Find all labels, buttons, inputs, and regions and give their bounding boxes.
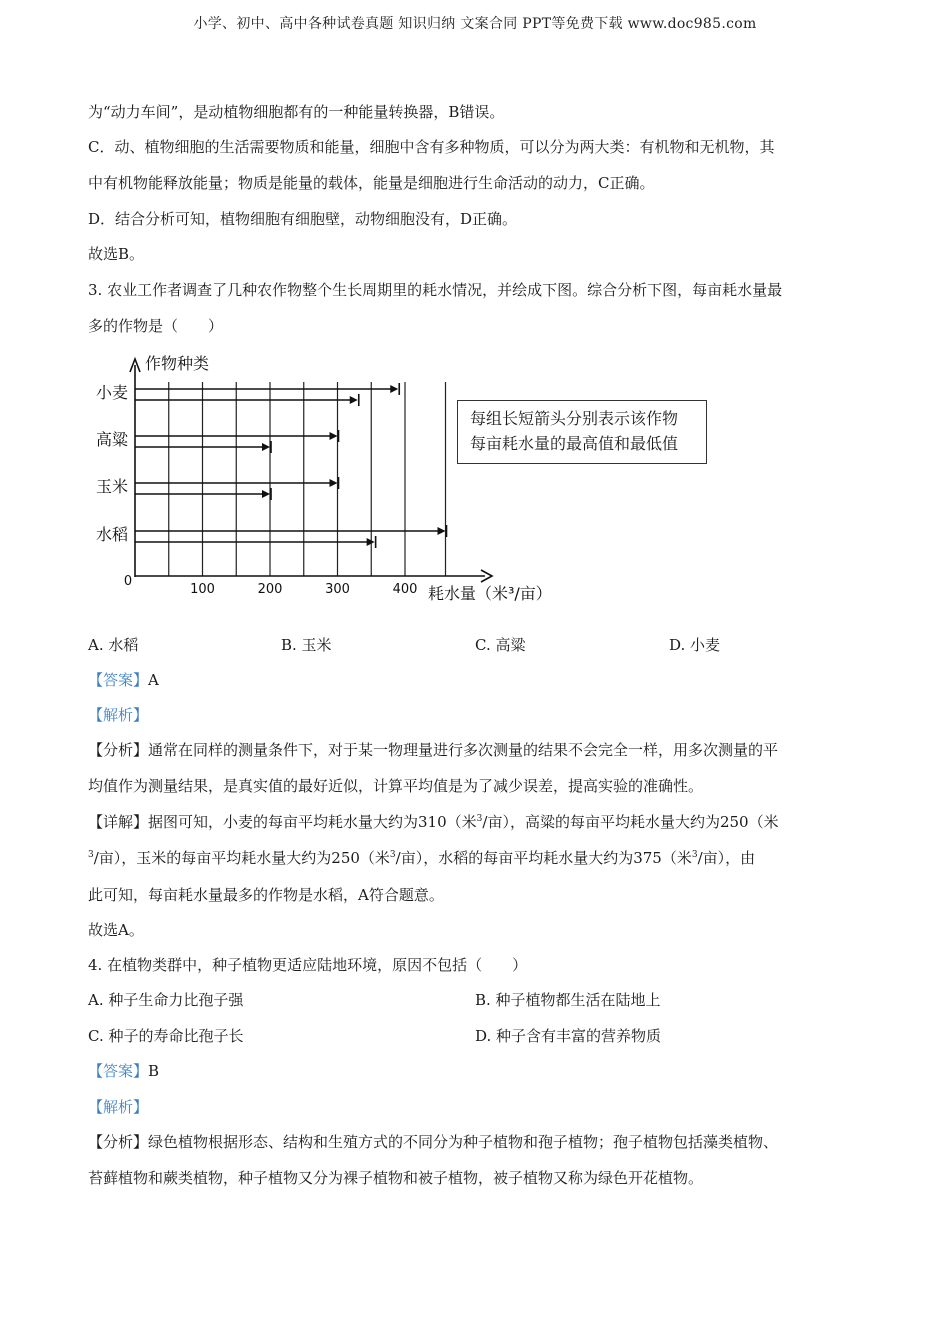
arrow-head: [438, 527, 446, 535]
detail-text: /亩），由: [697, 849, 756, 867]
q3-option-c: C. 高粱: [475, 636, 526, 654]
x-axis-label: 耗水量（米³/亩）: [428, 584, 552, 603]
arrow-head: [330, 432, 338, 440]
answer-tag: 【答案】: [88, 671, 149, 689]
chart-legend-box: [457, 400, 707, 464]
x-tick-label: 300: [325, 582, 350, 597]
q3-detail-line2: [88, 848, 863, 868]
q4-option-a: A. 种子生命力比孢子强: [88, 991, 244, 1009]
arrow-head: [350, 396, 358, 404]
x-tick-label: 400: [392, 582, 418, 597]
detail-text: /亩），高粱的每亩平均耗水量大约为250（米: [482, 813, 779, 831]
q3-detail-line1: [88, 812, 863, 832]
water-consumption-chart: [88, 345, 568, 610]
detail-text: 据图可知，小麦的每亩平均耗水量大约为310（米: [148, 813, 477, 831]
fenxi-tag: 【分析】: [88, 1133, 149, 1151]
q4-fenxi-line1: [88, 1132, 863, 1152]
detail-text: /亩），玉米的每亩平均耗水量大约为250（米: [93, 849, 390, 867]
q3-stem-line1: 3. 农业工作者调查了几种农作物整个生长周期里的耗水情况，并绘成下图。综合分析下图，每亩耗水量最: [88, 281, 783, 299]
q4-stem: 4. 在植物类群中，种子植物更适应陆地环境，原因不包括（ ）: [88, 956, 528, 974]
arrow-head: [367, 538, 375, 546]
superscript: 3: [389, 850, 396, 860]
chart-grid: [169, 382, 446, 576]
q4-answer: [88, 1061, 863, 1081]
answer-tag: 【答案】: [88, 1062, 149, 1080]
text-line: 故选B。: [88, 245, 145, 263]
q4-fenxi-line2: 苔藓植物和蕨类植物，种子植物又分为裸子植物和被子植物，被子植物又称为绿色开花植物。: [88, 1169, 704, 1187]
q3-answer: [88, 670, 863, 690]
q3-option-d: D. 小麦: [669, 636, 721, 654]
detail-text: /亩），水稻的每亩平均耗水量大约为375（米: [395, 849, 692, 867]
q3-option-a: A. 水稻: [88, 636, 139, 654]
y-axis-label: 作物种类: [145, 354, 210, 373]
q4-analysis-tag: 【解析】: [88, 1098, 149, 1116]
page-header: 小学、初中、高中各种试卷真题 知识归纳 文案合同 PPT等免费下载 www.doc985.com: [193, 16, 757, 32]
x-tick-label: 200: [257, 582, 283, 597]
category-label: 玉米: [96, 477, 129, 496]
fenxi-text: 绿色植物根据形态、结构和生殖方式的不同分为种子植物和孢子植物；孢子植物包括藻类植物、: [148, 1133, 779, 1151]
category-label: 小麦: [96, 383, 129, 402]
legend-line: 每亩耗水量的最高值和最低值: [470, 434, 679, 453]
text-line: 为“动力车间”，是动植物细胞都有的一种能量转换器，B错误。: [88, 103, 505, 121]
superscript: 3: [476, 814, 483, 824]
chart-axes: [130, 359, 492, 582]
x-tick-labels: [124, 574, 418, 597]
arrow-head: [390, 385, 398, 393]
x-tick-label: 0: [123, 574, 133, 589]
category-label: 高粱: [96, 430, 129, 449]
fenxi-text: 通常在同样的测量条件下，对于某一物理量进行多次测量的结果不会完全一样，用多次测量的平: [148, 741, 779, 759]
category-labels: [96, 383, 129, 544]
answer-value: B: [148, 1062, 160, 1080]
q3-stem-line2: 多的作物是（ ）: [88, 317, 224, 335]
arrow-head: [262, 443, 270, 451]
q3-analysis-tag: 【解析】: [88, 706, 149, 724]
superscript: 3: [88, 850, 94, 860]
data-arrows: [135, 383, 447, 548]
fenxi-tag: 【分析】: [88, 741, 149, 759]
text-line: 中有机物能释放能量；物质是能量的载体，能量是细胞进行生命活动的动力，C正确。: [88, 174, 655, 192]
q3-conclusion: 故选A。: [88, 921, 144, 939]
x-tick-label: 100: [190, 582, 215, 597]
legend-line: 每组长短箭头分别表示该作物: [470, 409, 679, 428]
q4-option-c: C. 种子的寿命比孢子长: [88, 1027, 244, 1045]
category-label: 水稻: [96, 525, 129, 544]
q4-option-b: B. 种子植物都生活在陆地上: [475, 991, 661, 1009]
arrow-head: [330, 479, 338, 487]
q3-option-b: B. 玉米: [281, 636, 332, 654]
q3-detail-line3: 此可知，每亩耗水量最多的作物是水稻，A符合题意。: [88, 886, 444, 904]
q4-option-d: D. 种子含有丰富的营养物质: [475, 1027, 662, 1045]
text-line: C．动、植物细胞的生活需要物质和能量，细胞中含有多种物质，可以分为两大类：有机物和无机物，其: [88, 138, 775, 156]
arrow-head: [262, 490, 270, 498]
text-line: D．结合分析可知，植物细胞有细胞壁，动物细胞没有，D正确。: [88, 210, 518, 228]
q3-fenxi-line2: 均值作为测量结果，是真实值的最好近似，计算平均值是为了减少误差，提高实验的准确性。: [88, 777, 704, 795]
answer-value: A: [148, 671, 159, 689]
detail-tag: 【详解】: [88, 813, 149, 831]
q3-fenxi-line1: [88, 740, 863, 760]
superscript: 3: [691, 850, 698, 860]
